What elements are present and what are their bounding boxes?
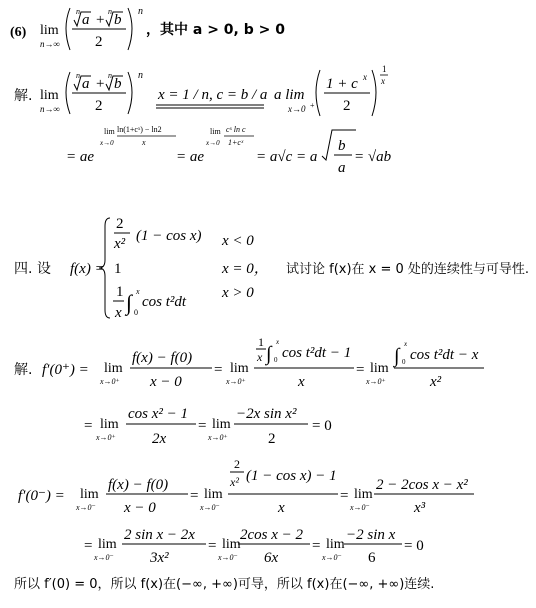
sqrt-numerator: b bbox=[338, 138, 346, 154]
case2-condition: x = 0， bbox=[222, 261, 269, 277]
numerator: cos x² − 1 bbox=[128, 406, 189, 422]
lim-subscript: x→0⁺ bbox=[96, 433, 116, 442]
conclusion-text: 所以 f′(0) = 0，所以 f(x)在(−∞, +∞)可导，所以 f(x)在(−∞, +∞)连续. bbox=[14, 577, 435, 592]
case3-condition: x > 0 bbox=[222, 285, 254, 301]
case1-denominator: x² bbox=[114, 236, 126, 252]
radicand-a: a bbox=[82, 12, 90, 28]
exponent-denominator: x bbox=[381, 76, 385, 86]
lim-subscript: x→0⁺ bbox=[100, 377, 120, 386]
equals-ae: = ae bbox=[176, 149, 205, 165]
left-paren bbox=[66, 72, 70, 114]
denominator: 2 bbox=[343, 98, 351, 114]
root-index: n bbox=[76, 71, 80, 80]
lim-subscript: x→0⁻ bbox=[218, 553, 238, 562]
equals-a-sqrt: = a√c = a bbox=[256, 149, 318, 165]
case1-numerator: 2 bbox=[116, 216, 124, 232]
exponent-denominator: 1+cˣ bbox=[228, 138, 244, 147]
denominator: 6x bbox=[264, 550, 279, 566]
case3-integrand: cos t²dt bbox=[142, 294, 187, 310]
svg-text:0: 0 bbox=[274, 356, 278, 364]
lim-operator: lim bbox=[104, 361, 123, 376]
svg-text:0: 0 bbox=[402, 358, 406, 366]
radicand-b: b bbox=[114, 76, 122, 92]
numerator: 2cos x − 2 bbox=[240, 527, 304, 543]
lim-operator: lim bbox=[40, 88, 59, 103]
numerator: f(x) − f(0) bbox=[108, 477, 169, 493]
svg-text:x: x bbox=[257, 350, 263, 364]
result-zero: = 0 bbox=[312, 418, 332, 434]
lim-operator: lim bbox=[370, 361, 389, 376]
integral-lower: 0 bbox=[134, 308, 138, 317]
lim-operator: lim bbox=[212, 417, 231, 432]
substitution-text: x = 1 / n, c = b / a bbox=[158, 87, 268, 103]
lim-subscript: x→0⁺ bbox=[366, 377, 386, 386]
exponent: n bbox=[138, 70, 143, 81]
numerator: 2 sin x − 2x bbox=[124, 527, 195, 543]
solution-4-right-derivative bbox=[14, 335, 484, 447]
lim-operator: lim bbox=[354, 487, 373, 502]
denominator: 2x bbox=[152, 431, 167, 447]
exponent-lim-subscript: x→0 bbox=[100, 139, 114, 147]
svg-text:2: 2 bbox=[234, 457, 240, 471]
solution-4-left-derivative bbox=[18, 457, 474, 566]
root-index: n bbox=[76, 7, 80, 16]
numerator: cos t²dt − x bbox=[410, 347, 479, 363]
case3-numerator: 1 bbox=[116, 284, 124, 300]
svg-text:x: x bbox=[276, 338, 280, 346]
lim-operator: lim bbox=[204, 487, 223, 502]
lim-subscript: x→0⁻ bbox=[350, 503, 370, 512]
svg-text:=: = bbox=[190, 488, 199, 504]
case1-condition: x < 0 bbox=[222, 233, 254, 249]
root-index: n bbox=[108, 7, 112, 16]
lim-operator: lim bbox=[80, 487, 99, 502]
right-derivative-label: f′(0⁺) = bbox=[42, 362, 89, 378]
case2-value: 1 bbox=[114, 261, 122, 277]
exponent-numerator: 1 bbox=[382, 64, 387, 74]
svg-text:=: = bbox=[198, 418, 207, 434]
solution-label: 解. bbox=[14, 362, 33, 378]
exponent-numerator: ln(1+cˣ) − ln2 bbox=[117, 125, 162, 134]
equals-sqrt-ab: = √ab bbox=[354, 149, 392, 165]
integral-upper: x bbox=[136, 287, 140, 296]
plus-sign: + bbox=[96, 76, 105, 92]
problem-task: 试讨论 f(x)在 x = 0 处的连续性与可导性. bbox=[286, 262, 530, 277]
denominator: 3x² bbox=[150, 550, 169, 566]
lim-subscript: x→0⁻ bbox=[76, 503, 96, 512]
condition-text: ，其中 a > 0, b > 0 bbox=[146, 22, 285, 38]
problem-label: 四. 设 bbox=[14, 261, 51, 277]
denominator: 6 bbox=[368, 550, 376, 566]
case3-denominator: x bbox=[115, 305, 122, 321]
case1-expression: (1 − cos x) bbox=[136, 228, 202, 244]
exponent-lim: lim bbox=[210, 127, 221, 136]
lim-subscript: x→0⁺ bbox=[226, 377, 246, 386]
integral-sign: ∫ bbox=[266, 343, 272, 365]
integral-sign: ∫ bbox=[394, 345, 400, 367]
exponent-numerator: cˣ ln c bbox=[226, 125, 246, 134]
sqrt-denominator: a bbox=[338, 160, 346, 176]
denominator: x bbox=[298, 374, 305, 390]
radicand-b: b bbox=[114, 12, 122, 28]
lim-operator: lim bbox=[230, 361, 249, 376]
svg-text:x: x bbox=[404, 340, 408, 348]
numerator: −2x sin x² bbox=[236, 406, 297, 422]
exponent-denominator: x bbox=[142, 138, 146, 147]
svg-text:=: = bbox=[356, 362, 365, 378]
function-def: f(x) = bbox=[70, 261, 105, 277]
a-lim-operator: a lim bbox=[274, 87, 305, 103]
lim-subscript: x→0⁻ bbox=[94, 553, 114, 562]
left-paren bbox=[66, 8, 70, 50]
svg-text:=: = bbox=[84, 538, 93, 554]
svg-text:x²: x² bbox=[230, 475, 239, 489]
numerator: cos t²dt − 1 bbox=[282, 345, 352, 361]
left-paren bbox=[316, 70, 320, 116]
lim-operator: lim bbox=[100, 417, 119, 432]
plus-superscript: + bbox=[310, 101, 315, 110]
lim-operator: lim bbox=[326, 537, 345, 552]
lim-operator: lim bbox=[98, 537, 117, 552]
denominator: x² bbox=[430, 374, 442, 390]
problem-number: (6) bbox=[10, 25, 27, 40]
plus-sign: + bbox=[96, 12, 105, 28]
exponent-lim: lim bbox=[104, 127, 115, 136]
numerator: 1 + c bbox=[326, 76, 358, 92]
root-index: n bbox=[108, 71, 112, 80]
lim-operator: lim bbox=[40, 23, 59, 38]
integral-sign: ∫ bbox=[126, 290, 133, 315]
denominator: 2 bbox=[95, 98, 103, 114]
svg-text:1: 1 bbox=[258, 335, 264, 349]
right-paren bbox=[372, 70, 376, 116]
numerator: (1 − cos x) − 1 bbox=[246, 468, 337, 484]
denominator: x bbox=[278, 500, 285, 516]
right-paren bbox=[128, 72, 132, 114]
problem-6 bbox=[10, 6, 285, 50]
x-superscript: x bbox=[363, 72, 367, 82]
lim-subscript: x→0⁻ bbox=[322, 553, 342, 562]
solution-label: 解. bbox=[14, 88, 33, 104]
radicand-a: a bbox=[82, 76, 90, 92]
problem-4 bbox=[14, 216, 529, 321]
result-zero: = 0 bbox=[404, 538, 424, 554]
denominator: 2 bbox=[95, 34, 103, 50]
svg-text:=: = bbox=[84, 418, 93, 434]
lim-subscript: n→∞ bbox=[40, 39, 60, 49]
denominator: x³ bbox=[414, 500, 426, 516]
lim-subscript: x→0 bbox=[288, 104, 306, 114]
lim-subscript: x→0⁺ bbox=[208, 433, 228, 442]
denominator: 2 bbox=[268, 431, 276, 447]
numerator: −2 sin x bbox=[346, 527, 396, 543]
svg-text:=: = bbox=[312, 538, 321, 554]
denominator: x − 0 bbox=[150, 374, 182, 390]
numerator: f(x) − f(0) bbox=[132, 350, 193, 366]
lim-subscript: x→0⁻ bbox=[200, 503, 220, 512]
equals-ae: = ae bbox=[66, 149, 95, 165]
svg-text:=: = bbox=[340, 488, 349, 504]
exponent-lim-subscript: x→0 bbox=[206, 139, 220, 147]
svg-text:=: = bbox=[214, 362, 223, 378]
denominator: x − 0 bbox=[124, 500, 156, 516]
numerator: 2 − 2cos x − x² bbox=[376, 477, 468, 493]
solution-6 bbox=[14, 64, 392, 176]
svg-text:=: = bbox=[208, 538, 217, 554]
exponent: n bbox=[138, 6, 143, 17]
lim-operator: lim bbox=[222, 537, 241, 552]
lim-subscript: n→∞ bbox=[40, 104, 60, 114]
right-paren bbox=[128, 8, 132, 50]
left-derivative-label: f′(0⁻) = bbox=[18, 488, 65, 504]
